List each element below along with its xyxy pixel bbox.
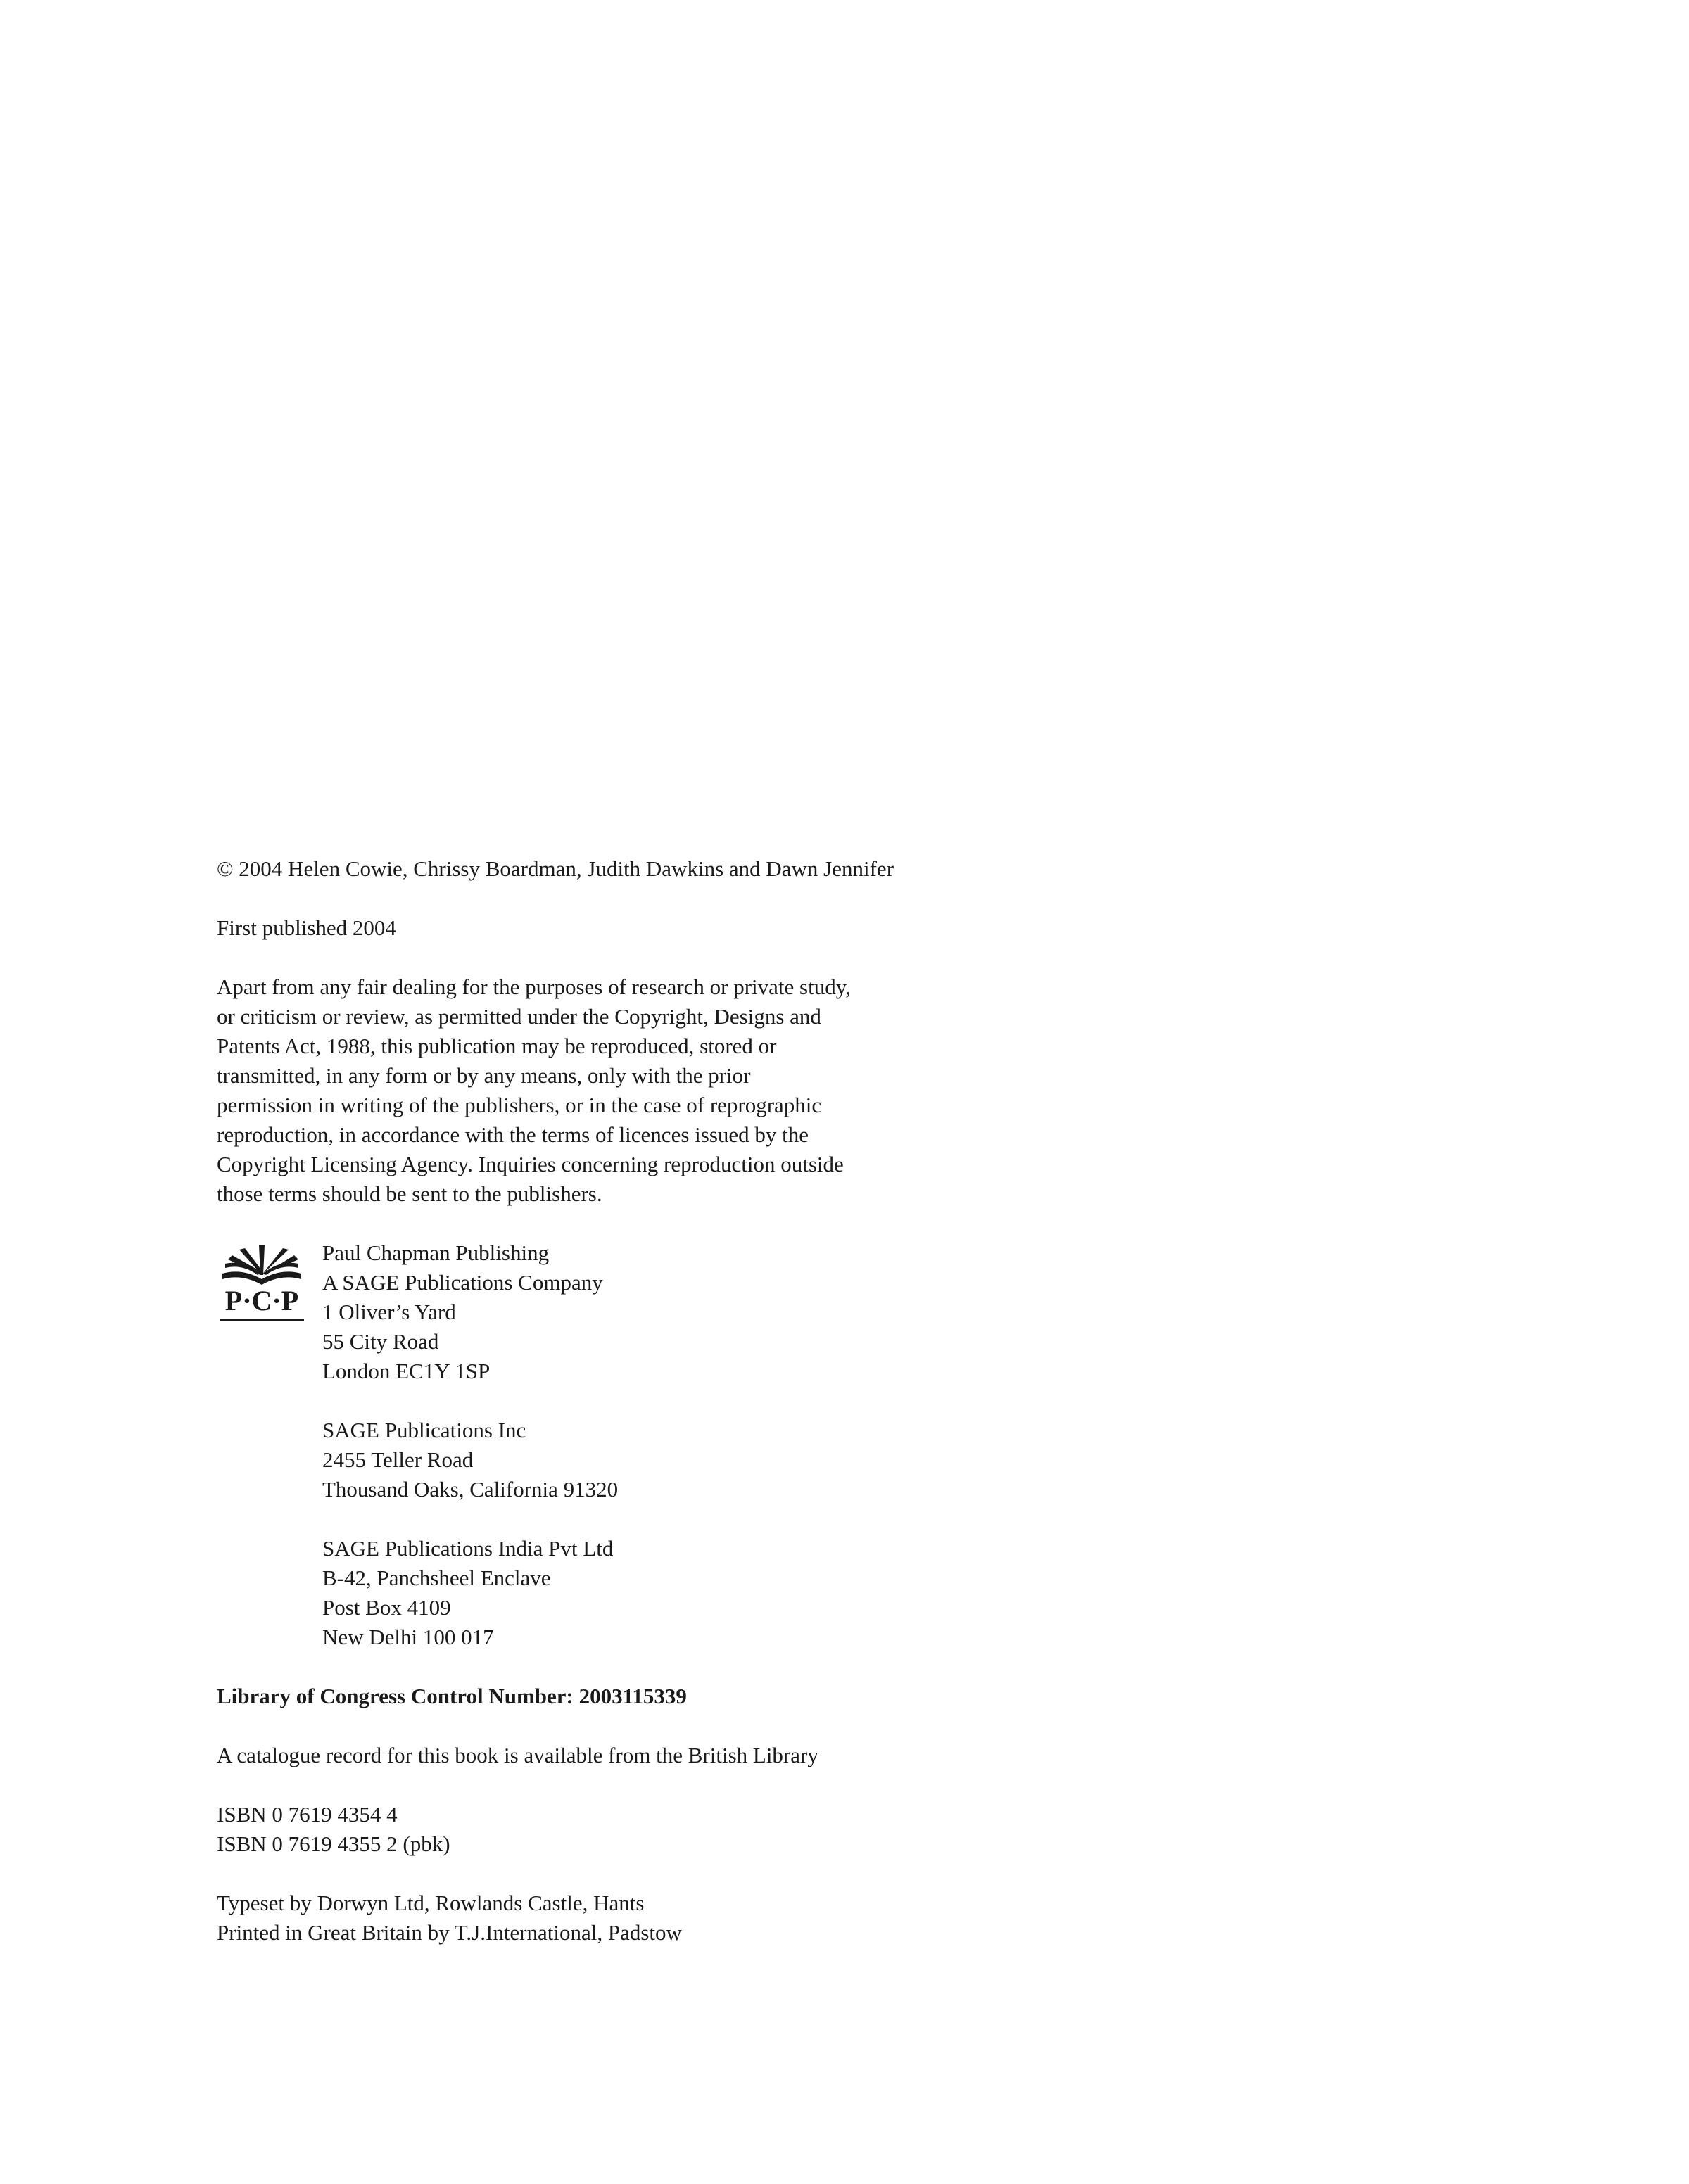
address-line: 2455 Teller Road bbox=[322, 1447, 474, 1472]
rights-statement bbox=[217, 972, 851, 1209]
address-line: Post Box 4109 bbox=[322, 1595, 451, 1620]
address-line: London EC1Y 1SP bbox=[322, 1359, 491, 1383]
address-line: New Delhi 100 017 bbox=[322, 1625, 494, 1649]
publisher-address-sage-india bbox=[322, 1534, 613, 1652]
address-line: SAGE Publications India Pvt Ltd bbox=[322, 1536, 614, 1561]
isbn-line: ISBN 0 7619 4354 4 bbox=[217, 1802, 398, 1827]
first-published bbox=[217, 913, 396, 943]
rights-line: or criticism or review, as permitted under the Copyright, Designs and bbox=[217, 1004, 821, 1029]
isbn-list bbox=[217, 1800, 450, 1859]
catalogue-record bbox=[217, 1741, 818, 1770]
copyright-notice bbox=[217, 854, 894, 884]
rights-line: those terms should be sent to the publishers. bbox=[217, 1181, 602, 1206]
pcp-logo bbox=[218, 1243, 305, 1327]
lccn-line: Library of Congress Control Number: 2003115339 bbox=[217, 1684, 687, 1708]
rights-line: reproduction, in accordance with the terms of licences issued by the bbox=[217, 1122, 809, 1147]
publisher-address-sage-inc bbox=[322, 1416, 618, 1504]
address-line: 1 Oliver’s Yard bbox=[322, 1300, 456, 1324]
address-line: 55 City Road bbox=[322, 1329, 439, 1354]
address-line: SAGE Publications Inc bbox=[322, 1418, 526, 1442]
publisher-address-pcp bbox=[322, 1238, 603, 1386]
address-line: Thousand Oaks, California 91320 bbox=[322, 1477, 619, 1502]
address-line: Paul Chapman Publishing bbox=[322, 1240, 550, 1265]
rights-line: permission in writing of the publishers, or in the case of reprographic bbox=[217, 1093, 822, 1117]
isbn-line: ISBN 0 7619 4355 2 (pbk) bbox=[217, 1831, 450, 1856]
logo-text: P·C·P bbox=[224, 1285, 299, 1316]
catalogue-line: A catalogue record for this book is available from the British Library bbox=[217, 1743, 818, 1767]
address-line: A SAGE Publications Company bbox=[322, 1270, 603, 1295]
open-book-icon bbox=[222, 1245, 301, 1285]
lccn bbox=[217, 1682, 687, 1711]
rights-line: transmitted, in any form or by any means, only with the prior bbox=[217, 1063, 751, 1088]
copyright-line: © 2004 Helen Cowie, Chrissy Boardman, Judith Dawkins and Dawn Jennifer bbox=[217, 856, 894, 881]
printed-line: Printed in Great Britain by T.J.International, Padstow bbox=[217, 1920, 682, 1945]
printing-info bbox=[217, 1888, 682, 1948]
address-line: B-42, Panchsheel Enclave bbox=[322, 1566, 551, 1590]
rights-line: Apart from any fair dealing for the purposes of research or private study, bbox=[217, 974, 851, 999]
rights-line: Copyright Licensing Agency. Inquiries concerning reproduction outside bbox=[217, 1152, 844, 1176]
rights-line: Patents Act, 1988, this publication may be reproduced, stored or bbox=[217, 1034, 777, 1058]
typeset-line: Typeset by Dorwyn Ltd, Rowlands Castle, Hants bbox=[217, 1891, 645, 1915]
first-published-line: First published 2004 bbox=[217, 915, 396, 940]
logo-underline bbox=[220, 1319, 304, 1321]
